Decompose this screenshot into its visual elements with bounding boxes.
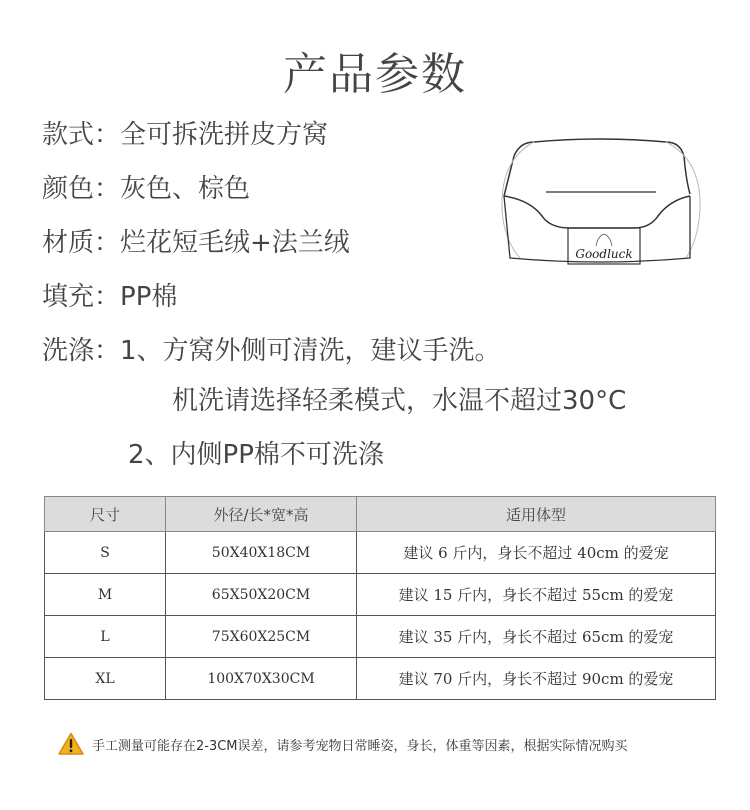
fit-cell: 建议 35 斤内，身长不超过 65cm 的爱宠: [357, 616, 716, 658]
size-cell: M: [45, 574, 166, 616]
header-dimensions: 外径/长*宽*高: [166, 497, 357, 532]
table-row: [45, 658, 716, 700]
washing-text: 1、方窝外侧可清洗，建议手洗。: [120, 336, 501, 366]
table-row: [45, 532, 716, 574]
notice-text: 手工测量可能存在2-3CM误差，请参考宠物日常睡姿，身长，体重等因素，根据实际情况购买: [92, 738, 628, 754]
spec-value: 全可拆洗拼皮方窝: [120, 120, 329, 150]
svg-text:Goodluck: Goodluck: [575, 247, 633, 261]
table-row: [45, 616, 716, 658]
table-header-row: [45, 497, 716, 532]
spec-style: [42, 114, 328, 151]
spec-label: 颜色：: [42, 174, 121, 204]
size-cell: L: [45, 616, 166, 658]
spec-label: 材质：: [42, 228, 121, 258]
fit-cell: 建议 6 斤内，身长不超过 40cm 的爱宠: [357, 532, 716, 574]
washing-label: 洗涤：: [42, 336, 121, 366]
washing-line-3: 2、内侧PP棉不可洗涤: [128, 440, 384, 470]
spec-filling: [42, 276, 177, 313]
header-fit: 适用体型: [357, 497, 716, 532]
spec-value: PP棉: [120, 282, 178, 312]
spec-color: [42, 168, 250, 205]
fit-cell: 建议 15 斤内，身长不超过 55cm 的爱宠: [357, 574, 716, 616]
measurement-notice: [58, 732, 628, 756]
washing-line-1: [42, 330, 501, 367]
spec-material: [42, 222, 350, 259]
page-title: 产品参数: [283, 49, 467, 100]
spec-label: 填充：: [42, 282, 121, 312]
header-size: 尺寸: [45, 497, 166, 532]
table-row: [45, 574, 716, 616]
size-cell: XL: [45, 658, 166, 700]
spec-value: 烂花短毛绒+法兰绒: [120, 228, 350, 258]
warning-icon: [58, 732, 84, 756]
size-table: [44, 496, 716, 700]
pet-bed-icon: [490, 120, 715, 270]
spec-value: 灰色、棕色: [120, 174, 251, 204]
dims-cell: 65X50X20CM: [166, 574, 357, 616]
dims-cell: 100X70X30CM: [166, 658, 357, 700]
dims-cell: 50X40X18CM: [166, 532, 357, 574]
fit-cell: 建议 70 斤内，身长不超过 90cm 的爱宠: [357, 658, 716, 700]
dims-cell: 75X60X25CM: [166, 616, 357, 658]
size-cell: S: [45, 532, 166, 574]
washing-line-2: 机洗请选择轻柔模式，水温不超过30°C: [172, 386, 627, 416]
spec-label: 款式：: [42, 120, 121, 150]
